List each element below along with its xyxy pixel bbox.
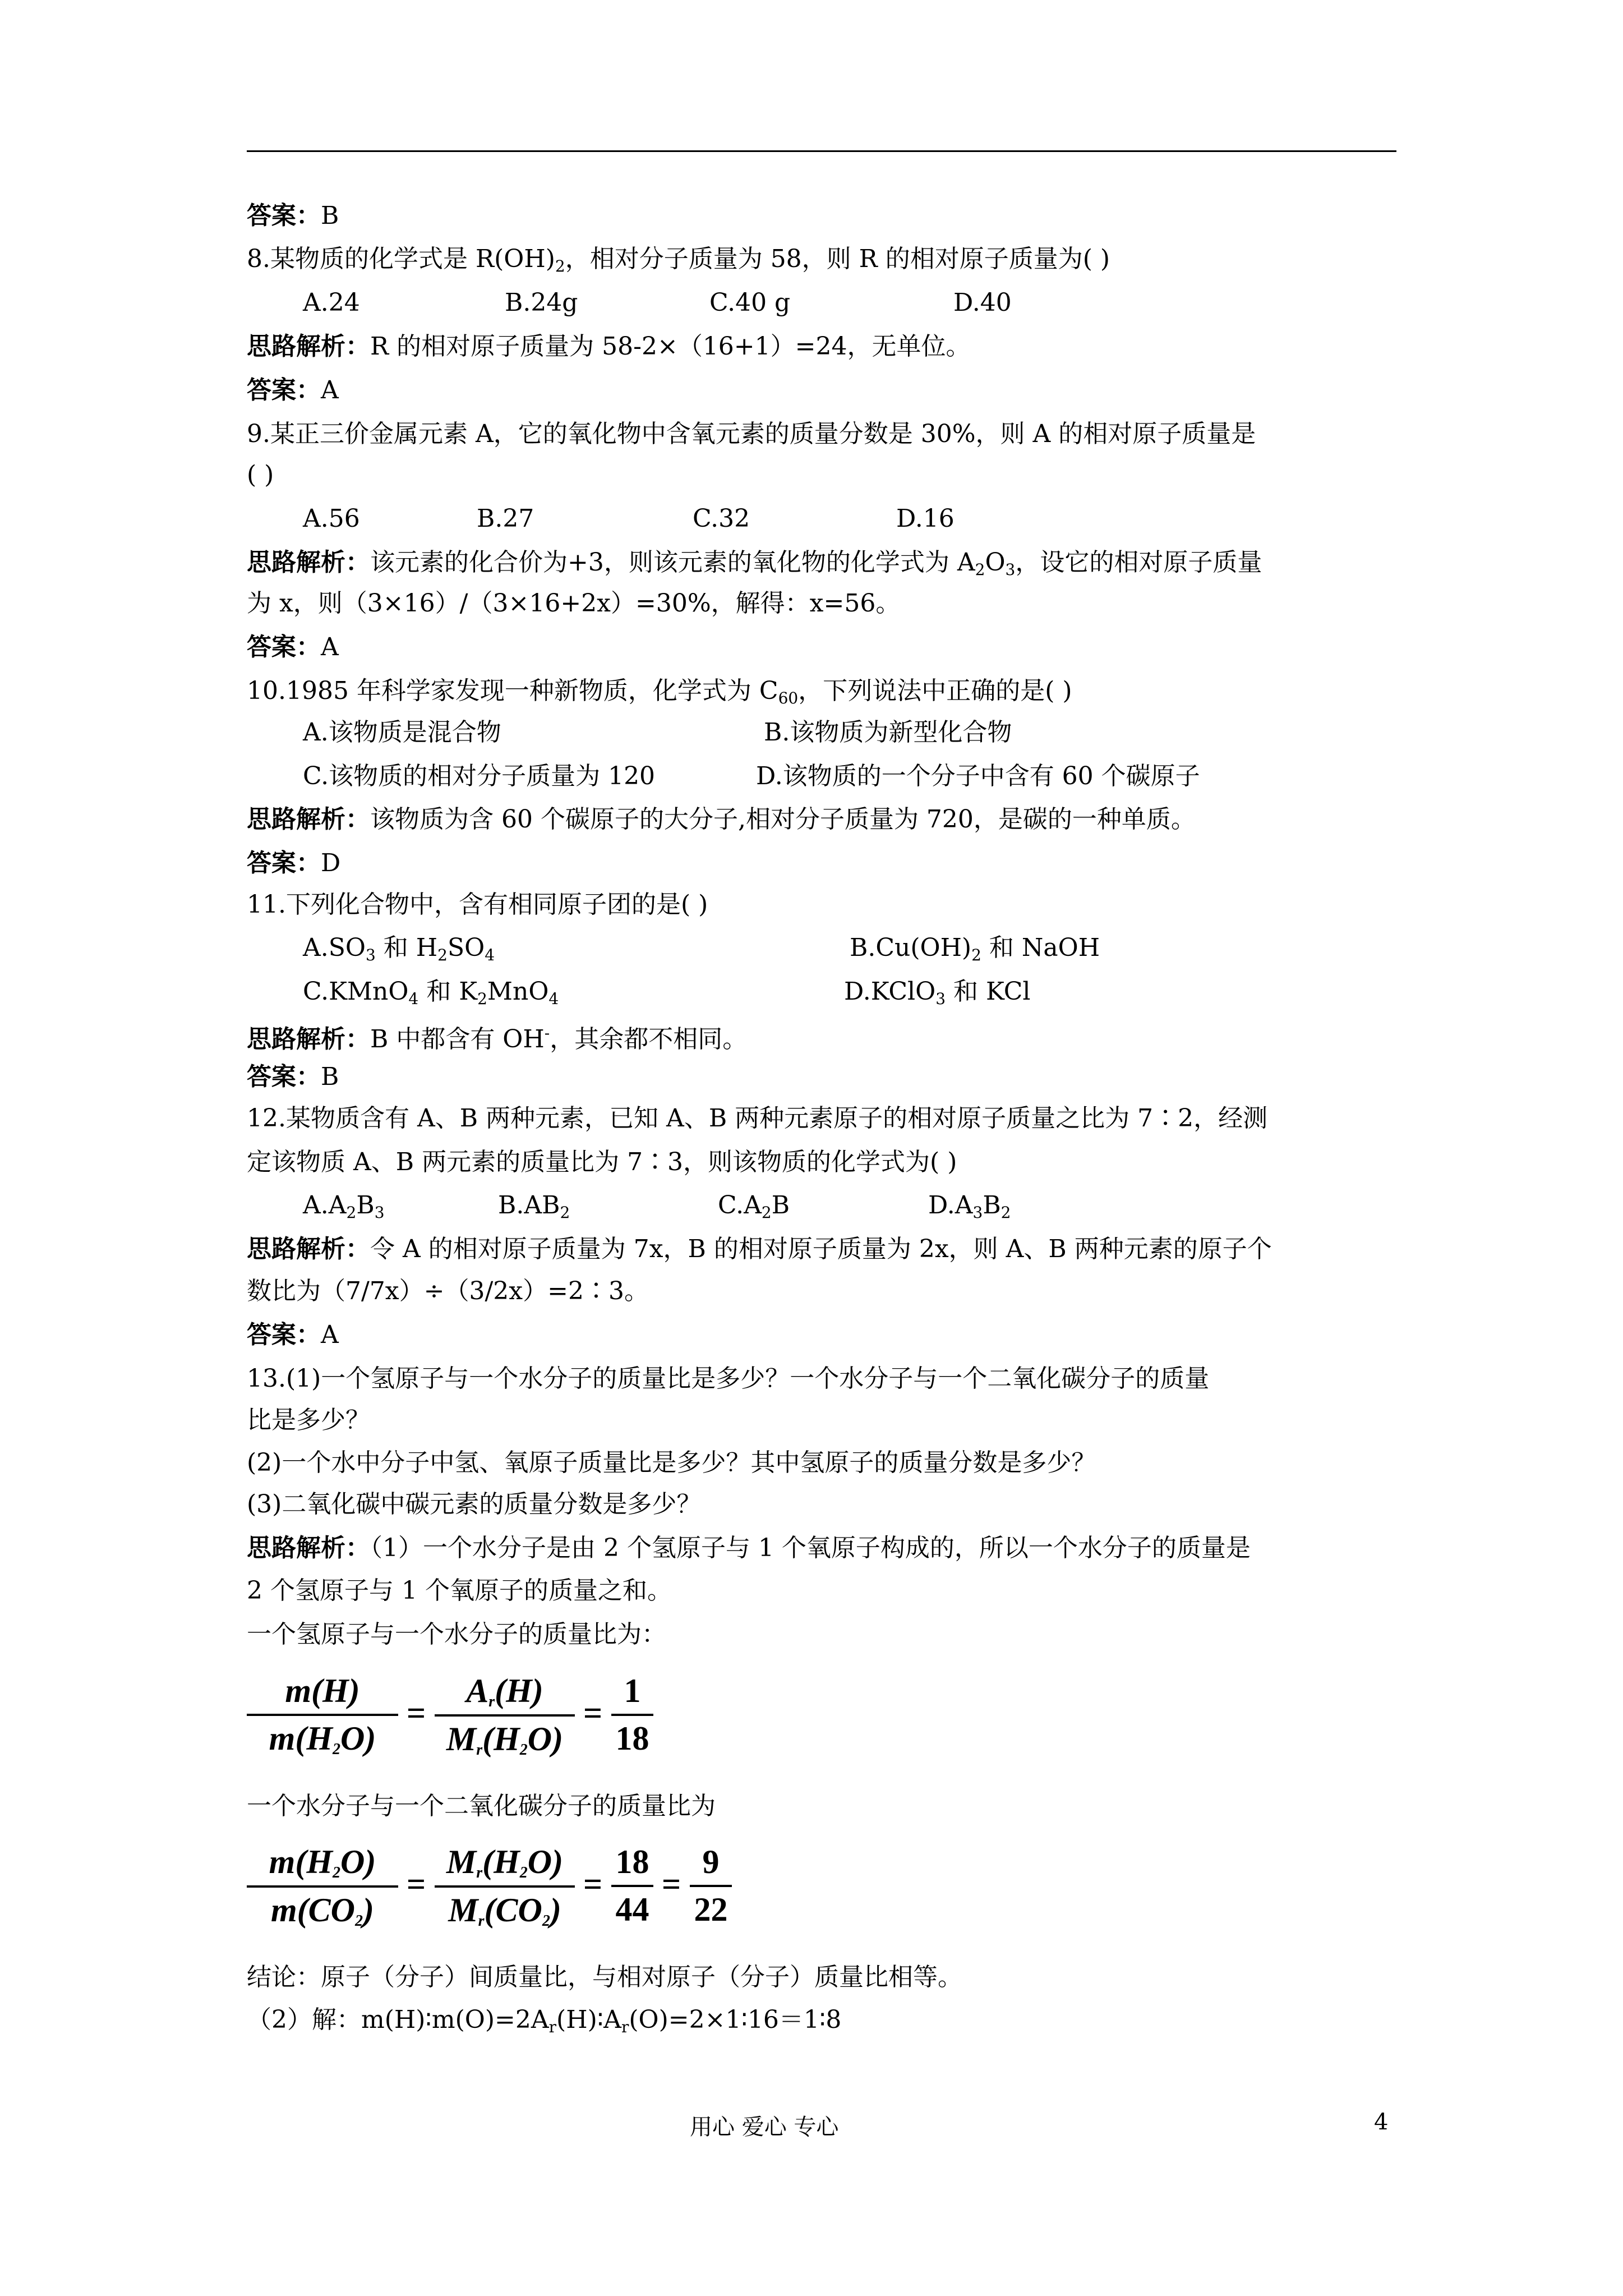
explanation-13-line3: 一个氢原子与一个水分子的质量比为： xyxy=(247,1620,666,1649)
question-13-line1: 13.(1)一个氢原子与一个水分子的质量比是多少？一个水分子与一个二氧化碳分子的质量 xyxy=(247,1364,1210,1393)
fraction: 1 18 xyxy=(611,1672,653,1758)
question-11: 11.下列化合物中，含有相同原子团的是( ) xyxy=(247,890,708,919)
answer-12: 答案：A xyxy=(247,1320,339,1349)
page-number: 4 xyxy=(1374,2109,1389,2135)
equals-sign: = xyxy=(407,1866,426,1903)
conclusion: 结论：原子（分子）间质量比，与相对原子（分子）质量比相等。 xyxy=(247,1963,962,1991)
explanation-13-line1: 思路解析：（1）一个水分子是由 2 个氢原子与 1 个氧原子构成的，所以一个水分子的质量是 xyxy=(247,1534,1251,1562)
q10-option-d: D.该物质的一个分子中含有 60 个碳原子 xyxy=(756,762,1200,790)
explanation-9-line2: 为 x，则（3×16）/（3×16+2x）=30%，解得：x=56。 xyxy=(247,589,901,618)
solution-2: （2）解：$m(H)∶m(O)=2A_r(H)∶A_r(O)=2\times 1∶16=1∶8$ xyxy=(247,2005,842,2036)
q11-option-b: $B.Cu(OH)_2$ 和 NaOH xyxy=(850,933,1100,964)
question-9-line1: 9.某正三价金属元素 A，它的氧化物中含氧元素的质量分数是 30%，则 A 的相对原子质量是 xyxy=(247,420,1256,448)
q8-option-c: C.40 g xyxy=(709,288,791,317)
question-13-line2: 比是多少？ xyxy=(247,1406,370,1434)
explanation-8: 思路解析：R 的相对原子质量为 58-2×（16+1）=24，无单位。 xyxy=(247,332,971,361)
question-12-line2: 定该物质 A、B 两元素的质量比为 7∶3，则该物质的化学式为( ) xyxy=(247,1148,957,1176)
q8-option-b: B.24g xyxy=(505,288,578,317)
q8-option-d: D.40 xyxy=(953,288,1012,317)
fraction: $M_r(H_2O)$ $M_r(CO_2)$ xyxy=(435,1843,575,1930)
question-8: 8.某物质的化学式是 $R(OH)_2$，相对分子质量为 58，则 R 的相对原子质量为( ) xyxy=(247,245,1110,275)
explanation-12-line2: 数比为（7/7x）÷（3/2x）=2∶3。 xyxy=(247,1277,649,1305)
answer-7: 答案：B xyxy=(247,201,339,230)
q8-option-a: A.24 xyxy=(303,288,360,317)
q9-option-c: C.32 xyxy=(693,504,750,533)
explanation-13-line4: 一个水分子与一个二氧化碳分子的质量比为 xyxy=(247,1792,716,1820)
q12-option-b: $B.AB_2$ xyxy=(498,1191,570,1222)
question-10: 10.1985 年科学家发现一种新物质，化学式为 $C_{60}$，下列说法中正确的是( ) xyxy=(247,677,1072,707)
q10-option-b: B.该物质为新型化合物 xyxy=(764,718,1012,747)
q11-option-a: $A.SO_3$ 和 $H_2SO_4$ xyxy=(303,933,495,964)
answer-10: 答案：D xyxy=(247,849,341,877)
equals-sign: = xyxy=(583,1866,603,1903)
q12-option-a: $A.A_2B_3$ xyxy=(303,1191,385,1222)
explanation-10: 思路解析：该物质为含 60 个碳原子的大分子,相对分子质量为 720，是碳的一种单质。 xyxy=(247,805,1196,834)
equals-sign: = xyxy=(662,1866,681,1903)
answer-11: 答案：B xyxy=(247,1062,339,1091)
q12-option-c: $C.A_2B$ xyxy=(718,1191,790,1222)
question-9-line2: ( ) xyxy=(247,461,274,489)
explanation-13-line2: 2 个氢原子与 1 个氧原子的质量之和。 xyxy=(247,1576,672,1605)
answer-9: 答案：A xyxy=(247,633,339,661)
footer-motto: 用心 爱心 专心 xyxy=(690,2114,839,2140)
explanation-9-line1: 思路解析：该元素的化合价为+3，则该元素的氧化物的化学式为 $A_2O_3$，设它的相对原子质量 xyxy=(247,548,1262,579)
equals-sign: = xyxy=(407,1695,426,1732)
explanation-11: 思路解析：B 中都含有 OH-，其余都不相同。 xyxy=(247,1024,748,1053)
fraction: m(H) $m(H_2O)$ xyxy=(247,1672,398,1759)
fraction: 18 44 xyxy=(611,1843,653,1929)
q9-option-b: B.27 xyxy=(477,504,534,533)
question-12-line1: 12.某物质含有 A、B 两种元素，已知 A、B 两种元素原子的相对原子质量之比为 7∶2，经测 xyxy=(247,1104,1268,1133)
answer-8: 答案：A xyxy=(247,376,339,404)
q9-option-d: D.16 xyxy=(896,504,955,533)
equals-sign: = xyxy=(583,1695,603,1732)
q11-option-d: D.KClO$_3$ 和 KCl xyxy=(844,977,1031,1008)
header-rule xyxy=(247,150,1396,152)
fraction: $m(H_2O)$ $m(CO_2)$ xyxy=(247,1843,398,1930)
fraction: 9 22 xyxy=(690,1843,732,1929)
q12-option-d: $D.A_3B_2$ xyxy=(928,1191,1011,1222)
question-13-line3: (2)一个水中分子中氢、氧原子质量比是多少？其中氢原子的质量分数是多少？ xyxy=(247,1448,1096,1477)
question-13-line4: (3)二氧化碳中碳元素的质量分数是多少？ xyxy=(247,1490,702,1519)
fraction: $A_r(H)$ $M_r(H_2O)$ xyxy=(435,1672,575,1759)
q10-option-c: C.该物质的相对分子质量为 120 xyxy=(303,762,656,790)
q9-option-a: A.56 xyxy=(303,504,360,533)
explanation-12-line1: 思路解析：令 A 的相对原子质量为 7x，B 的相对原子质量为 2x，则 A、B 两种元素的原子个 xyxy=(247,1235,1272,1263)
q11-option-c: C.KMnO$_4$ 和 $K_2MnO_4$ xyxy=(303,977,559,1008)
q10-option-a: A.该物质是混合物 xyxy=(303,718,501,747)
